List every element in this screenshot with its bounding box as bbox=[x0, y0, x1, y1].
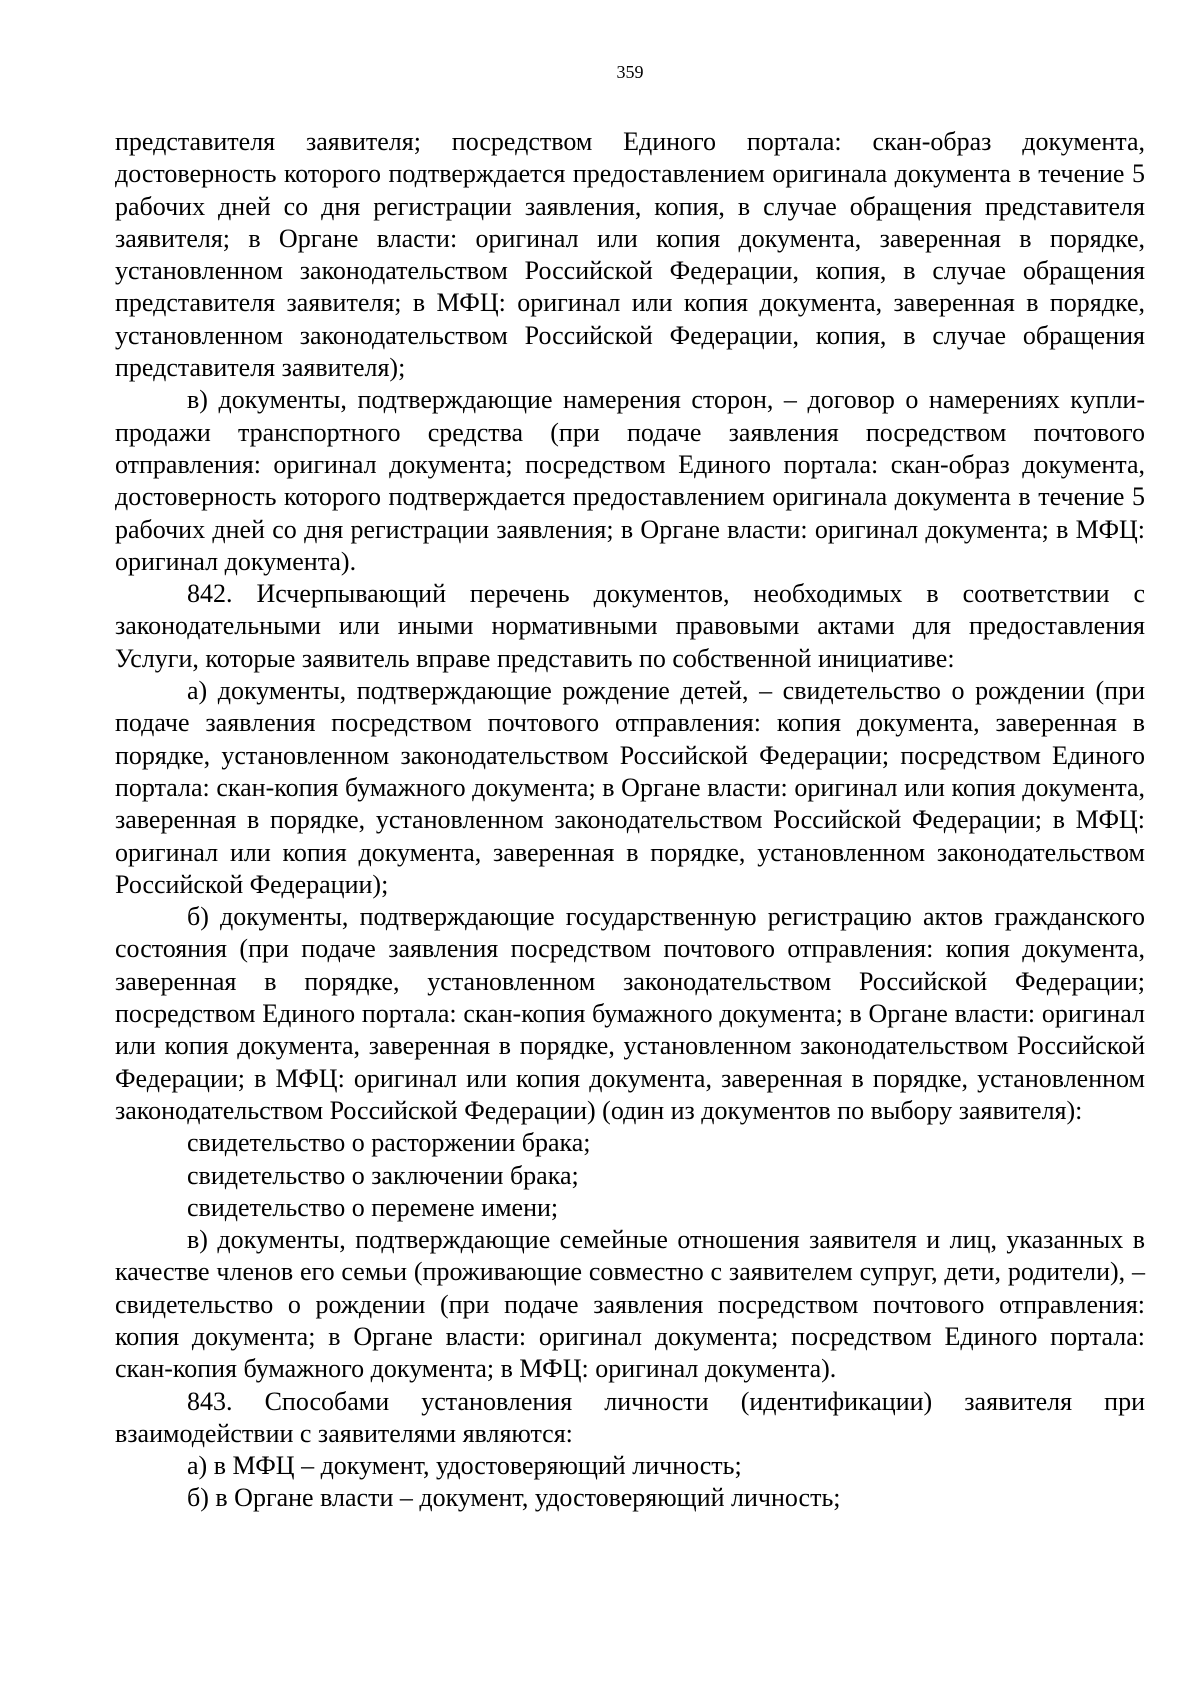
paragraph-item-a-mfc: а) в МФЦ – документ, удостоверяющий личность; bbox=[187, 1451, 742, 1481]
list-item-name-change: свидетельство о перемене имени; bbox=[187, 1192, 559, 1222]
paragraph-item-b-civil-registration: б) документы, подтверждающие государственную регистрацию актов гражданского состояния (при подаче заявления посредством почтового отправления: копия документа, заверенная в порядке, установленном законодательством Российской Федерации; посредством Единого портала: скан-копия бумажного документа; в Органе власти: оригинал или копия документа, заверенная в порядке, установленном законодательством Российской Федерации; в МФЦ: оригинал или копия документа, заверенная в порядке, установленном законодательством Российской Федерации) (один из документов по выбору заявителя): bbox=[115, 902, 1145, 1125]
list-item-marriage: свидетельство о заключении брака; bbox=[187, 1160, 579, 1190]
paragraph-item-v-family: в) документы, подтверждающие семейные отношения заявителя и лиц, указанных в качестве членов его семьи (проживающие совместно с заявителем супруг, дети, родители), – свидетельство о рождении (при подаче заявления посредством почтового отправления: копия документа; в Органе власти: оригинал документа; посредством Единого портала: скан-копия бумажного документа; в МФЦ: оригинал документа). bbox=[115, 1225, 1145, 1384]
paragraph-continuation: представителя заявителя; посредством Единого портала: скан-образ документа, достоверность которого подтверждается предоставлением оригинала документа в течение 5 рабочих дней со дня регистрации заявления, копия, в случае обращения представителя заявителя; в Органе власти: оригинал или копия документа, заверенная в порядке, установленном законодательством Российской Федерации, копия, в случае обращения представителя заявителя; в МФЦ: оригинал или копия документа, заверенная в порядке, установленном законодательством Российской Федерации, копия, в случае обращения представителя заявителя); bbox=[115, 127, 1145, 383]
paragraph-item-a-birth: а) документы, подтверждающие рождение детей, – свидетельство о рождении (при подаче заявления посредством почтового отправления: копия документа, заверенная в порядке, установленном законодательством Российской Федерации; посредством Единого портала: скан-копия бумажного документа; в Органе власти: оригинал или копия документа, заверенная в порядке, установленном законодательством Российской Федерации; в МФЦ: оригинал или копия документа, заверенная в порядке, установленном законодательством Российской Федерации); bbox=[115, 676, 1145, 899]
paragraph-item-v-intentions: в) документы, подтверждающие намерения сторон, – договор о намерениях купли-продажи транспортного средства (при подаче заявления посредством почтового отправления: оригинал документа; посредством Единого портала: скан-образ документа, достоверность которого подтверждается предоставлением оригинала документа в течение 5 рабочих дней со дня регистрации заявления; в Органе власти: оригинал документа; в МФЦ: оригинал документа). bbox=[115, 385, 1145, 576]
paragraph-item-b-authority: б) в Органе власти – документ, удостоверяющий личность; bbox=[187, 1483, 841, 1513]
list-item-divorce: свидетельство о расторжении брака; bbox=[187, 1128, 591, 1158]
document-page bbox=[115, 60, 1145, 1515]
paragraph-842: 842. Исчерпывающий перечень документов, необходимых в соответствии с законодательными или иными нормативными правовыми актами для предоставления Услуги, которые заявитель вправе представить по собственной инициативе: bbox=[115, 579, 1145, 673]
page-number: 359 bbox=[616, 62, 644, 82]
paragraph-843: 843. Способами установления личности (идентификации) заявителя при взаимодействии с заявителями являются: bbox=[115, 1386, 1145, 1448]
